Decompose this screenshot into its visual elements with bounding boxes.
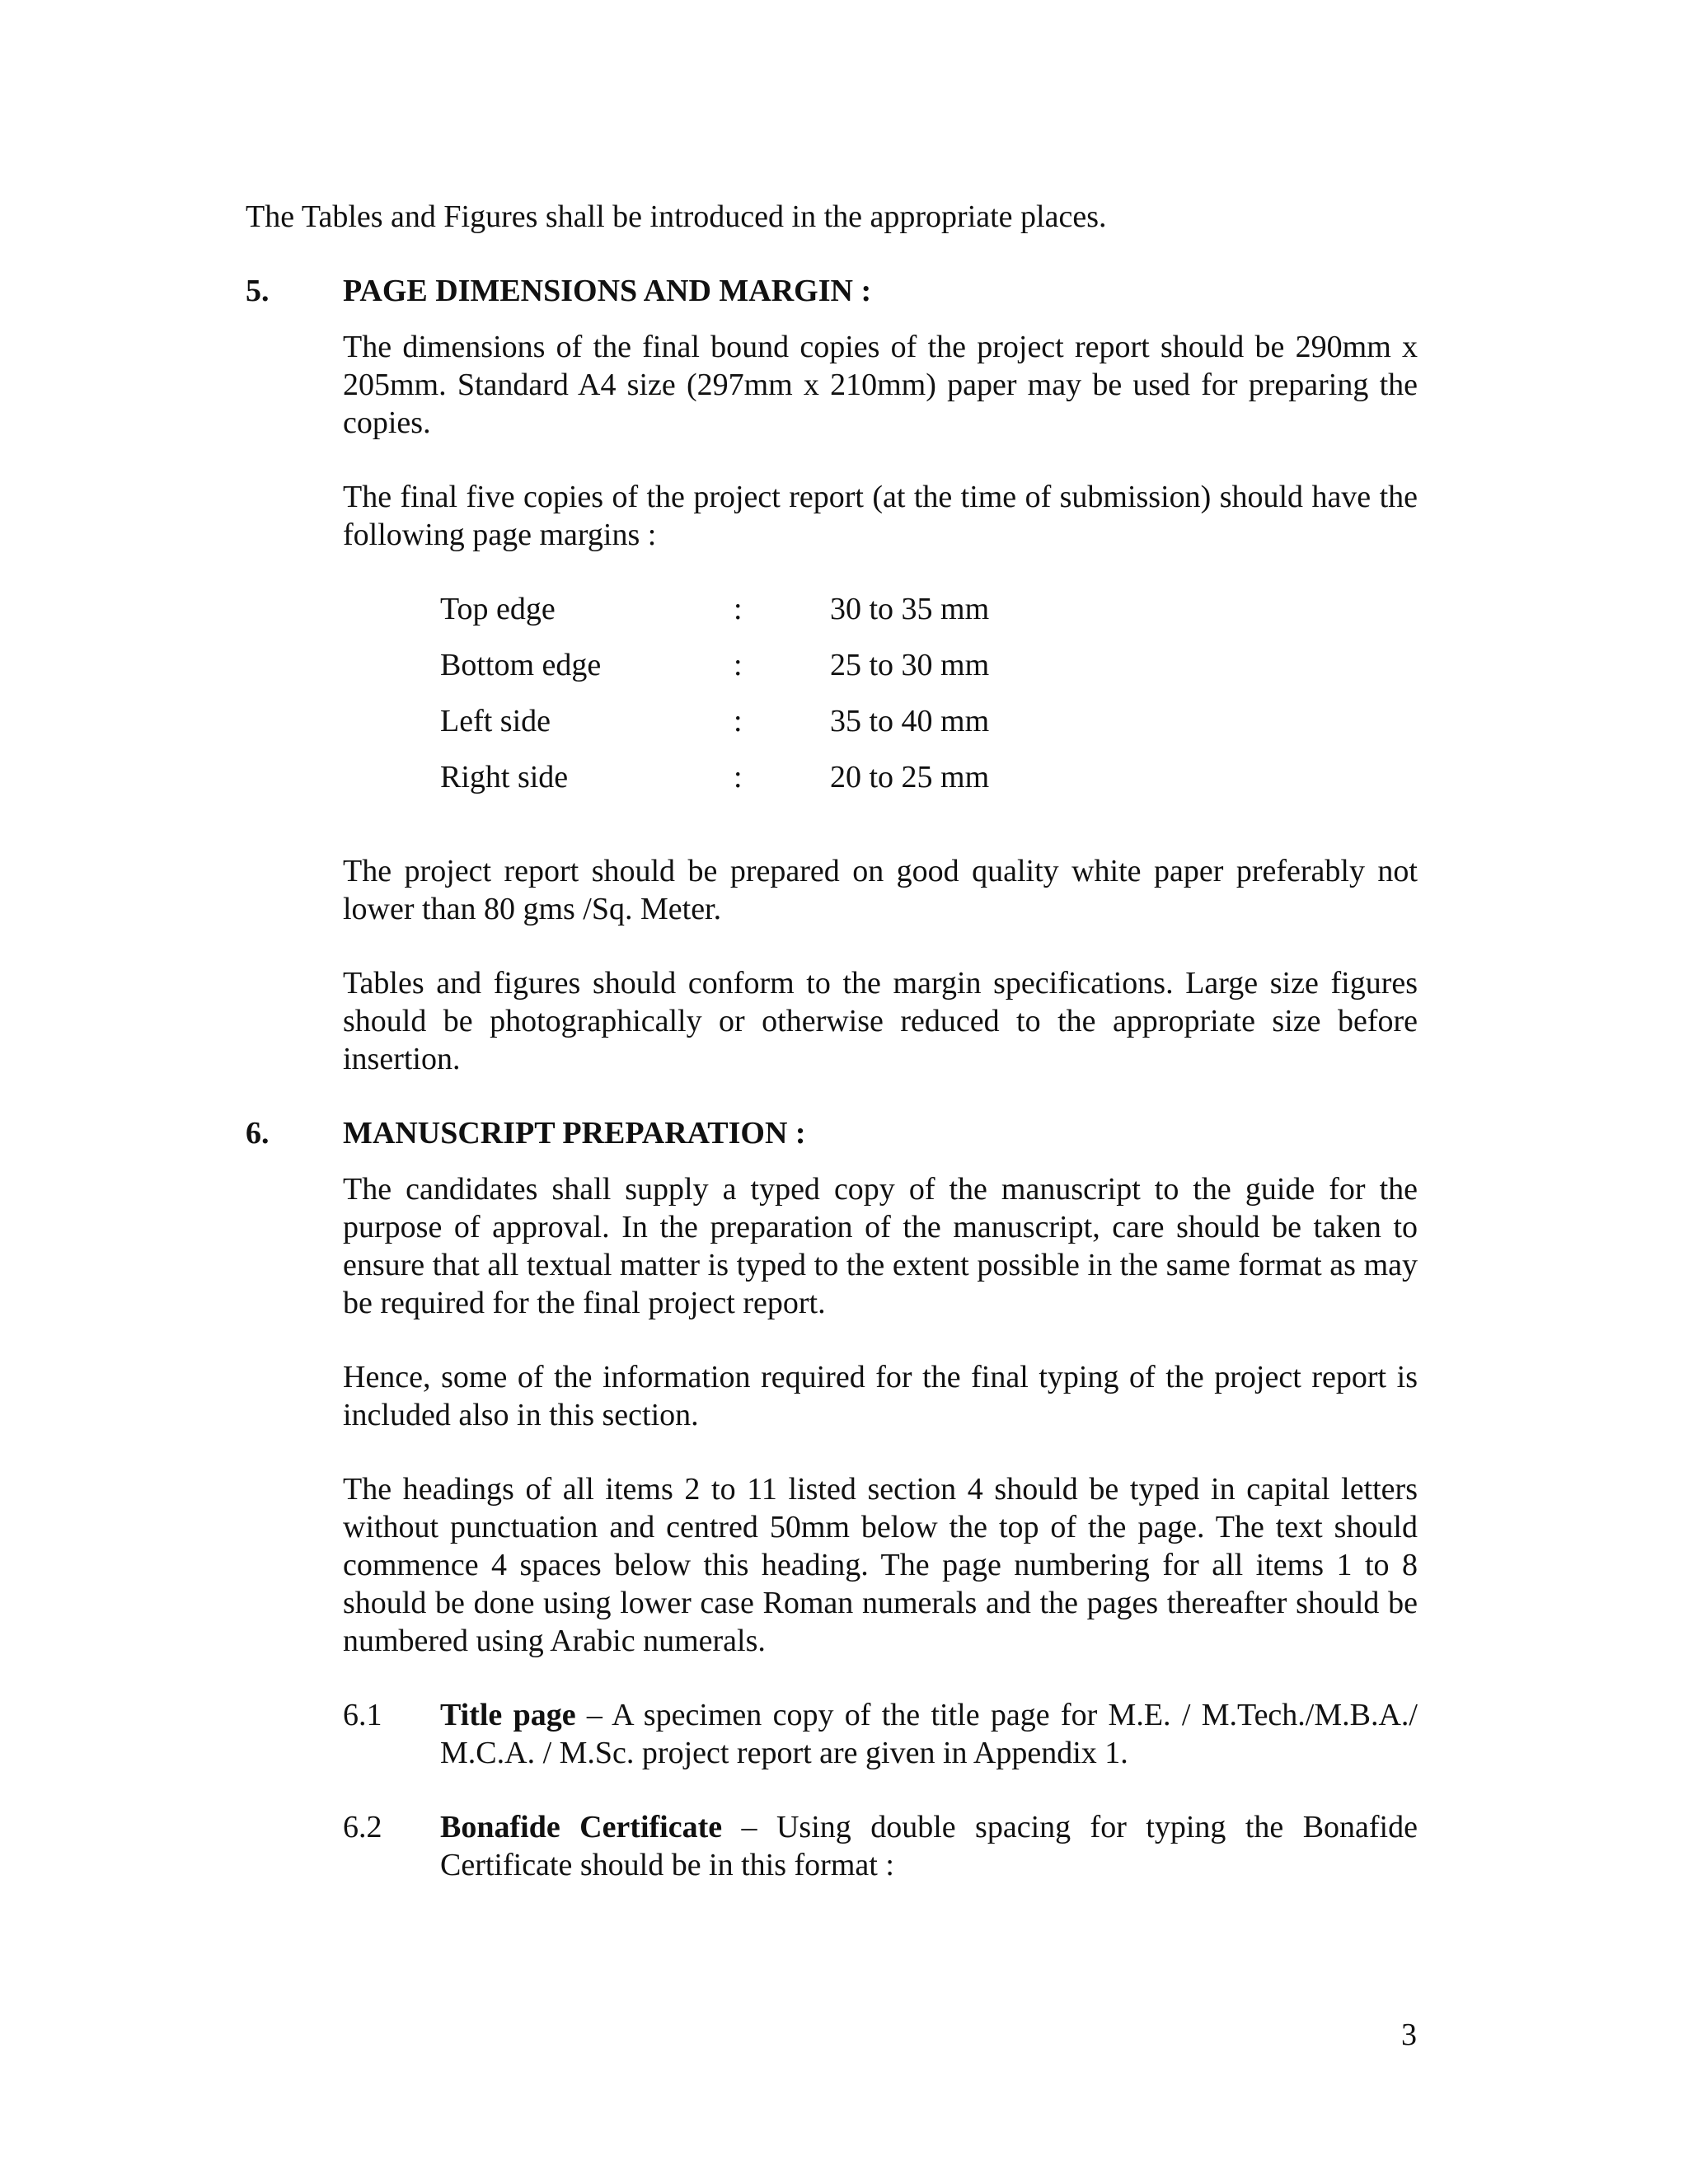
margin-separator: :	[734, 592, 743, 626]
margin-label: Top edge	[440, 592, 556, 626]
item-6-1-description: – A specimen copy of the title page for M.E. / M.Tech./M.B.A./ M.C.A. / M.Sc. project report are given in Appendix 1.	[440, 1698, 1418, 1770]
margin-label: Right side	[440, 760, 569, 794]
margin-value: 35 to 40 mm	[830, 704, 990, 738]
margin-label: Left side	[440, 704, 551, 738]
section-6-heading: MANUSCRIPT PREPARATION :	[343, 1116, 806, 1151]
item-6-2-number: 6.2	[343, 1810, 382, 1844]
item-6-1-number: 6.1	[343, 1698, 382, 1732]
margin-value: 30 to 35 mm	[830, 592, 990, 626]
item-6-2-description: – Using double spacing for typing the Bonafide Certificate should be in this format :	[440, 1810, 1418, 1882]
margin-separator: :	[734, 760, 743, 794]
item-6-1-term: Title page	[440, 1698, 576, 1732]
section-6-paragraph-2: Hence, some of the information required for the final typing of the project report is included also in this section.	[343, 1360, 1418, 1432]
section-5-paragraph-3: The project report should be prepared on good quality white paper preferably not lower than 80 gms /Sq. Meter.	[343, 854, 1418, 926]
item-6-2-text	[440, 1808, 1418, 1884]
section-5-paragraph-2: The final five copies of the project report (at the time of submission) should have the following page margins :	[343, 480, 1418, 552]
intro-line: The Tables and Figures shall be introduced in the appropriate places.	[246, 199, 1107, 234]
section-6-number: 6.	[246, 1116, 270, 1151]
item-6-1-text	[440, 1696, 1418, 1772]
margin-value: 20 to 25 mm	[830, 760, 990, 794]
item-6-2-term: Bonafide Certificate	[440, 1810, 723, 1844]
margin-separator: :	[734, 648, 743, 682]
section-5-paragraph-1: The dimensions of the final bound copies of the project report should be 290mm x 205mm. Standard A4 size (297mm x 210mm) paper may be used for preparing the copies.	[343, 330, 1418, 440]
margin-label: Bottom edge	[440, 648, 602, 682]
margin-separator: :	[734, 704, 743, 738]
section-6-paragraph-3: The headings of all items 2 to 11 listed section 4 should be typed in capital letters without punctuation and centred 50mm below the top of the page. The text should commence 4 spaces below this heading. The page numbering for all items 1 to 8 should be done using lower case Roman numerals and the pages thereafter should be numbered using Arabic numerals.	[343, 1472, 1418, 1658]
section-6-paragraph-1: The candidates shall supply a typed copy of the manuscript to the guide for the purpose of approval. In the preparation of the manuscript, care should be taken to ensure that all textual matter is typed to the extent possible in the same format as may be required for the final project report.	[343, 1172, 1418, 1320]
margin-value: 25 to 30 mm	[830, 648, 990, 682]
section-5-number: 5.	[246, 274, 270, 308]
section-5-heading: PAGE DIMENSIONS AND MARGIN :	[343, 274, 872, 308]
page-number: 3	[1401, 2018, 1417, 2052]
section-5-paragraph-4: Tables and figures should conform to the margin specifications. Large size figures should be photographically or otherwise reduced to the appropriate size before insertion.	[343, 966, 1418, 1076]
